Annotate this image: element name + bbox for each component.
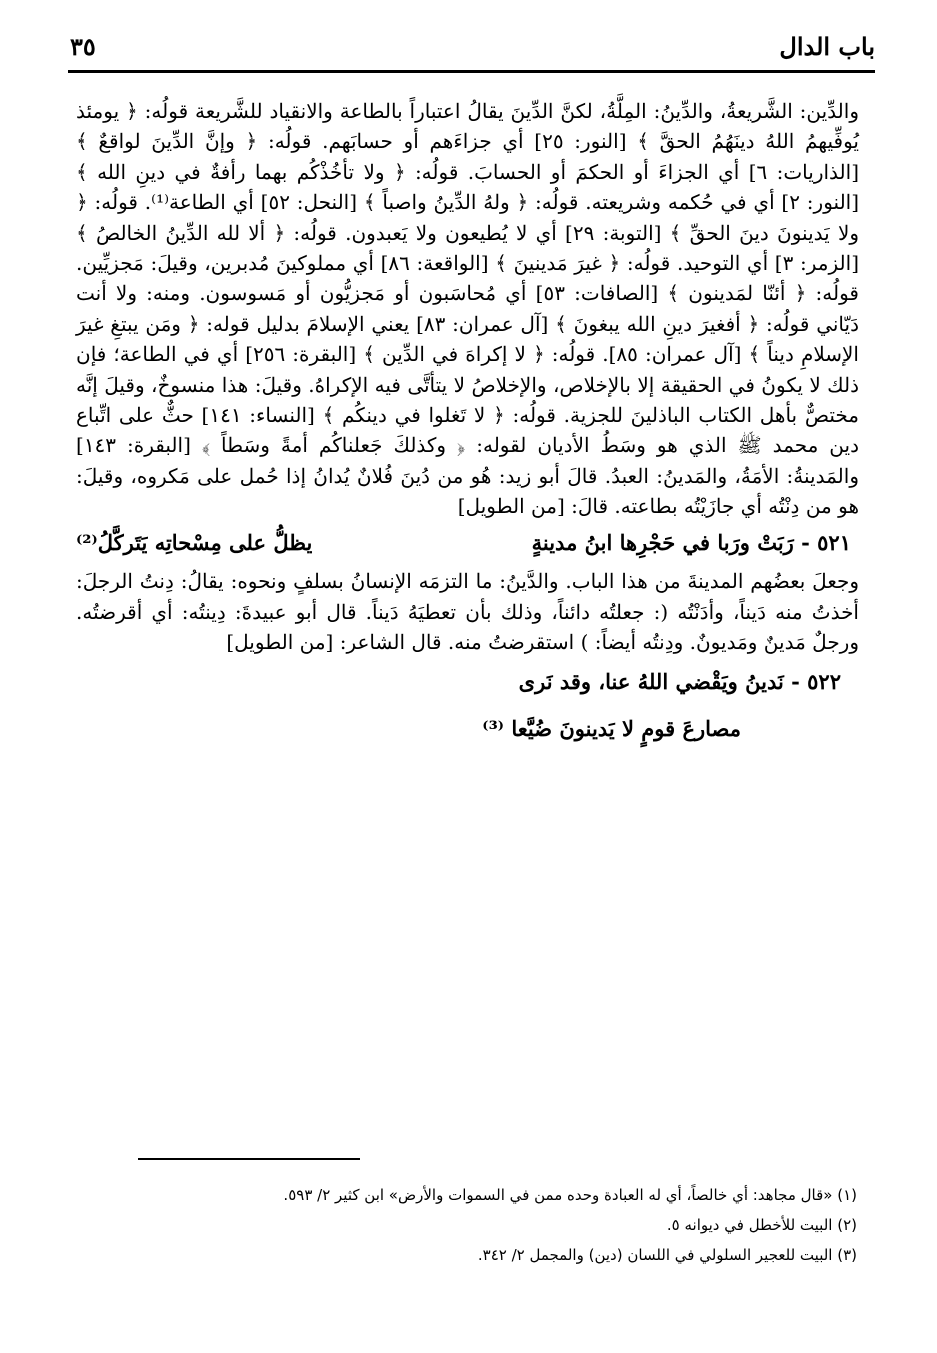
footnote-1: (١) «قال مجاهد: أي خالصاً، أي له العبادة وحده ممن في السموات والأرض» ابن كثير ٢/ ٥٩٣.: [283, 1186, 857, 1204]
footnote-separator: [138, 1158, 360, 1160]
page-number: ٣٥: [70, 32, 96, 61]
verse-522-first-text: نَدينُ ويَقْضي اللهُ عنا، وقد نَرى: [518, 669, 784, 695]
verse-521-second-hemistich: يظلُّ على مِسْحاتِه يَتَركَّلُ⁽²⁾: [76, 529, 313, 555]
verse-521-number: ٥٢١ -: [801, 529, 851, 555]
verse-521-first-hemistich: [532, 528, 851, 558]
header-rule: [68, 70, 875, 73]
paragraph-2: وجعلَ بعضُهم المدينةَ من هذا الباب. والدَّينُ: ما التزمَه الإنسانُ بسلفٍ ونحوه: يقالُ: دِنتُ الرجلَ: أخذتُ منه دَيناً، وأدَنْتُه (: جعلتُه دائناً، وذلك بأن تعطيَهُ دَيناً. قال أبو عبيدةَ: دِينتُه: أي أقرضتُه. ورجلٌ مَدينٌ ومَديونٌ. ودِنتُه أيضاً: ) استقرضتُ منه. قال الشاعر: [من الطويل]: [76, 569, 859, 654]
verse-522-first-hemistich: [76, 667, 859, 697]
chapter-title: باب الدال: [779, 32, 875, 61]
running-header: [70, 30, 875, 66]
paragraph-1: والدِّين: الشَّريعةُ، والدِّينُ: المِلَّةُ، لكنَّ الدِّينَ يقالُ اعتباراً بالطاعة والانقياد للشَّريعة قولُه: ﴿ يومئذ يُوفِّيهمُ اللهُ دينَهُمُ الحقَّ ﴾ [النور: ٢٥] أي جزاءَهم أو حسابَهم. قولُه: ﴿ وإنَّ الدِّينَ لواقعٌ ﴾ [الذاريات: ٦] أي الجزاءَ أو الحكمَ أو الحسابَ. قولُه: ﴿ ولا تأخُذْكُم بهما رأفةٌ في دينِ الله ﴾ [النور: ٢] أي في حُكمه وشريعته. قولُه: ﴿ ولهُ الدِّينُ واصباً ﴾ [النحل: ٥٢] أي الطاعة⁽¹⁾. قولُه: ﴿ ولا يَدينونَ دينَ الحقِّ ﴾ [التوبة: ٢٩] أي لا يُطيعون ولا يَعبدون. قولُه: ﴿ ألا لله الدِّينُ الخالصُ ﴾ [الزمر: ٣] أي التوحيد. قولُه: ﴿ غيرَ مَدينينَ ﴾ [الواقعة: ٨٦] أي مملوكينَ مُدبرين، وقيلَ: مَجزيِّين. قولُه: ﴿ أئنّا لمَدينون ﴾ [الصافات: ٥٣] أي مُحاسَبون أو مَجزيُّون أو مَسوسون. ومنه: ولا أنت دَيّاني قولُه: ﴿ أفغيرَ دينِ الله يبغونَ ﴾ [آل عمران: ٨٣] يعني الإسلامَ بدليل قوله: ﴿ ومَن يبتغِ غيرَ الإسلامِ ديناً ﴾ [آل عمران: ٨٥]. قولُه: ﴿ لا إكراهَ في الدِّين ﴾ [البقرة: ٢٥٦] أي في الطاعة؛ فإن ذلك لا يكونُ في الحقيقة إلا بالإخلاص، والإخلاصُ لا يتأتَّى فيه الإكراهُ. وقيلَ: هذا منسوخٌ، وقيلَ إنَّه مختصٌّ بأهل الكتاب الباذلينَ للجزية. قولُه: ﴿ لا تَغلوا في دينكُم ﴾ [النساء: ١٤١] حثٌّ على اتِّباع دين محمد ﷺ الذي هو وسَطُ الأديان لقوله: ﴿ وكذلكَ جَعلناكُم أمةً وسَطاً ﴾ [البقرة: ١٤٣] والمَدينةُ: الأمَةُ، والمَدينُ: العبدُ. قالَ أبو زيد: هُو من دُينَ فُلانٌ يُدانُ إذا حُمل على مَكروه، وقيلَ: هو من دِنْتُه أي جازَيْتُه بطاعته. قالَ: [من الطويل]: [76, 99, 860, 519]
verse-521: [76, 528, 859, 558]
footnotes: [80, 1180, 857, 1270]
verse-521-first-text: رَبَتْ ورَبا في حَجْرِها ابنُ مدينةٍ: [531, 529, 794, 555]
footnote-2: (٢) البيت للأخطل في ديوانه ٥.: [666, 1216, 857, 1234]
main-text: [76, 96, 859, 752]
footnote-3: (٣) البيت للعجير السلولي في اللسان (دين) والمجمل ٢/ ٣٤٢.: [477, 1246, 857, 1264]
verse-522-second-hemistich: مصارعَ قومٍ لا يَدينونَ ضُيَّعا ⁽³⁾: [482, 715, 741, 741]
verse-522-number: ٥٢٢ -: [791, 669, 841, 695]
